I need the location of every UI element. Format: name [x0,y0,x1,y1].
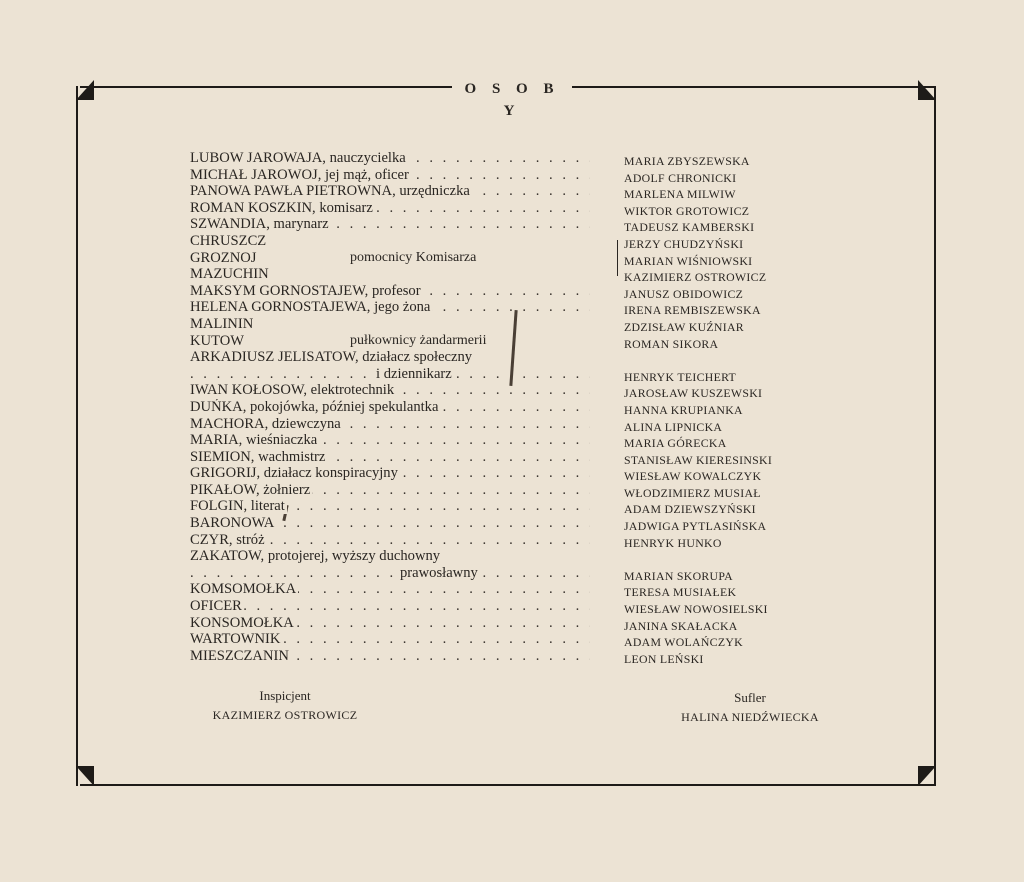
role-row [190,150,590,167]
prompter-label-right: Sufler [734,690,766,705]
role-name: WARTOWNIK [190,631,281,648]
role-name: KOMSOMOŁKA [190,581,297,598]
role-name: MICHAŁ JAROWOJ, jej mąż, oficer [190,166,409,183]
role-row [190,200,590,217]
role-name: GROZNOJ [190,249,257,266]
role-group-note: pomocnicy Komisarza [350,249,477,265]
role-row [190,465,590,482]
actor-name: JADWIGA PYTLASIŃSKA [624,519,767,534]
actor-name: LEON LEŃSKI [624,651,704,666]
actor-name: STANISŁAW KIERESINSKI [624,452,773,467]
actor-name [624,352,834,369]
role-row [190,183,590,200]
role-name: OFICER [190,598,242,615]
actor-name: ZDZISŁAW KUŹNIAR [624,319,744,334]
frame-bottom-line [80,784,936,786]
role-row [190,299,590,316]
actor-name: HANNA KRUPIANKA [624,402,743,417]
prompter-name: HALINA NIEDŹWIECKA [681,710,819,724]
role-name: HELENA GORNOSTAJEWA, jego żona [190,299,431,316]
role-name: PANOWA PAWŁA PIETROWNA, urzędniczka [190,183,470,200]
actor-name [624,551,834,568]
role-name: MAZUCHIN [190,266,269,283]
role-name: IWAN KOŁOSOW, elektrotechnik [190,382,395,399]
corner-top-right-icon [918,80,936,100]
role-row [190,565,590,582]
page-title: O S O B Y [452,78,572,100]
corner-bottom-right-icon [918,766,936,786]
actor-name: MARIAN WIŚNIOWSKI [624,253,753,268]
role-name: MALININ [190,315,254,332]
role-name: MAKSYM GORNOSTAJEW, profesor [190,282,421,299]
role-name: DUŃKA, pokojówka, później spekulantka [190,398,439,415]
role-name: MIESZCZANIN [190,647,289,664]
role-row [190,349,590,366]
role-name: CHRUSZCZ [190,232,267,249]
actor-name: WIKTOR GROTOWICZ [624,203,750,218]
role-row [190,432,590,449]
actor-name: MARLENA MILWIW [624,187,736,202]
role-row [190,216,590,233]
actor-name: HENRYK TEICHERT [624,369,737,384]
role-row [190,532,590,549]
role-row [190,482,590,499]
actor-name: ALINA LIPNICKA [624,419,723,434]
role-row [190,548,590,565]
role-name: MACHORA, dziewczyna [190,415,341,432]
stage-manager-name: KAZIMIERZ OSTROWICZ [212,708,358,722]
actor-name: HENRYK HUNKO [624,535,722,550]
actor-name: KAZIMIERZ OSTROWICZ [624,270,767,285]
actor-name: WIESŁAW KOWALCZYK [624,469,762,484]
actor-name: TERESA MUSIAŁEK [624,585,737,600]
role-name: ARKADIUSZ JELISATOW, działacz społeczny [190,349,473,366]
role-row [190,416,590,433]
role-row [190,399,590,416]
actor-name: JANUSZ OBIDOWICZ [624,286,744,301]
role-name: ZAKATOW, protojerej, wyższy duchowny [190,548,441,565]
actor-name: ADAM WOLAŃCZYK [624,635,743,650]
role-row [190,581,590,598]
role-row [190,648,590,665]
prompter-label-left: Inspicjent [259,688,311,703]
role-row [190,316,590,333]
role-row [190,250,590,267]
role-row [190,167,590,184]
role-name: i dziennikarz [376,365,452,382]
actors-list [624,153,834,667]
role-name: MARIA, wieśniaczka [190,432,318,449]
role-name: SZWANDIA, marynarz [190,216,329,233]
roles-list [190,150,590,664]
role-row [190,333,590,350]
role-row [190,283,590,300]
role-name: KONSOMOŁKA [190,614,294,631]
corner-bottom-left-icon [76,766,94,786]
actor-name: JANINA SKAŁACKA [624,618,738,633]
role-name: KUTOW [190,332,245,349]
role-name: SIEMION, wachmistrz [190,448,326,465]
role-row [190,515,590,532]
role-group-note: pułkownicy żandarmerii [350,332,487,348]
role-name: GRIGORIJ, działacz konspiracyjny [190,465,398,482]
role-name: FOLGIN, literat [190,498,285,515]
actor-name: ADAM DZIEWSZYŃSKI [624,502,756,517]
actor-name: TADEUSZ KAMBERSKI [624,220,755,235]
actor-name: WIESŁAW NOWOSIELSKI [624,602,768,617]
role-row [190,366,590,383]
actor-name: JAROSŁAW KUSZEWSKI [624,386,763,401]
role-row [190,266,590,283]
actor-name: ROMAN SIKORA [624,336,719,351]
actor-name: WŁODZIMIERZ MUSIAŁ [624,485,761,500]
role-name: CZYR, stróż [190,531,265,548]
role-row [190,233,590,250]
role-name: LUBOW JAROWAJA, nauczycielka [190,150,406,166]
role-row [190,498,590,515]
frame-left-line [76,86,78,786]
role-row [190,449,590,466]
role-row [190,598,590,615]
role-row [190,615,590,632]
actor-name: MARIAN SKORUPA [624,568,733,583]
actor-name: MARIA ZBYSZEWSKA [624,154,750,168]
actor-name: MARIA GÓRECKA [624,436,727,451]
corner-top-left-icon [76,80,94,100]
role-name: ROMAN KOSZKIN, komisarz [190,199,373,216]
role-row [190,382,590,399]
actor-name: IRENA REMBISZEWSKA [624,303,761,318]
actor-name: ADOLF CHRONICKI [624,170,737,185]
frame-right-line [934,86,936,786]
brace-mark [617,240,624,276]
role-name: PIKAŁOW, żołnierz [190,481,311,498]
role-name: BARONOWA [190,515,275,532]
role-row [190,631,590,648]
actor-name: JERZY CHUDZYŃSKI [624,236,744,251]
role-name: prawosławny [400,564,478,581]
